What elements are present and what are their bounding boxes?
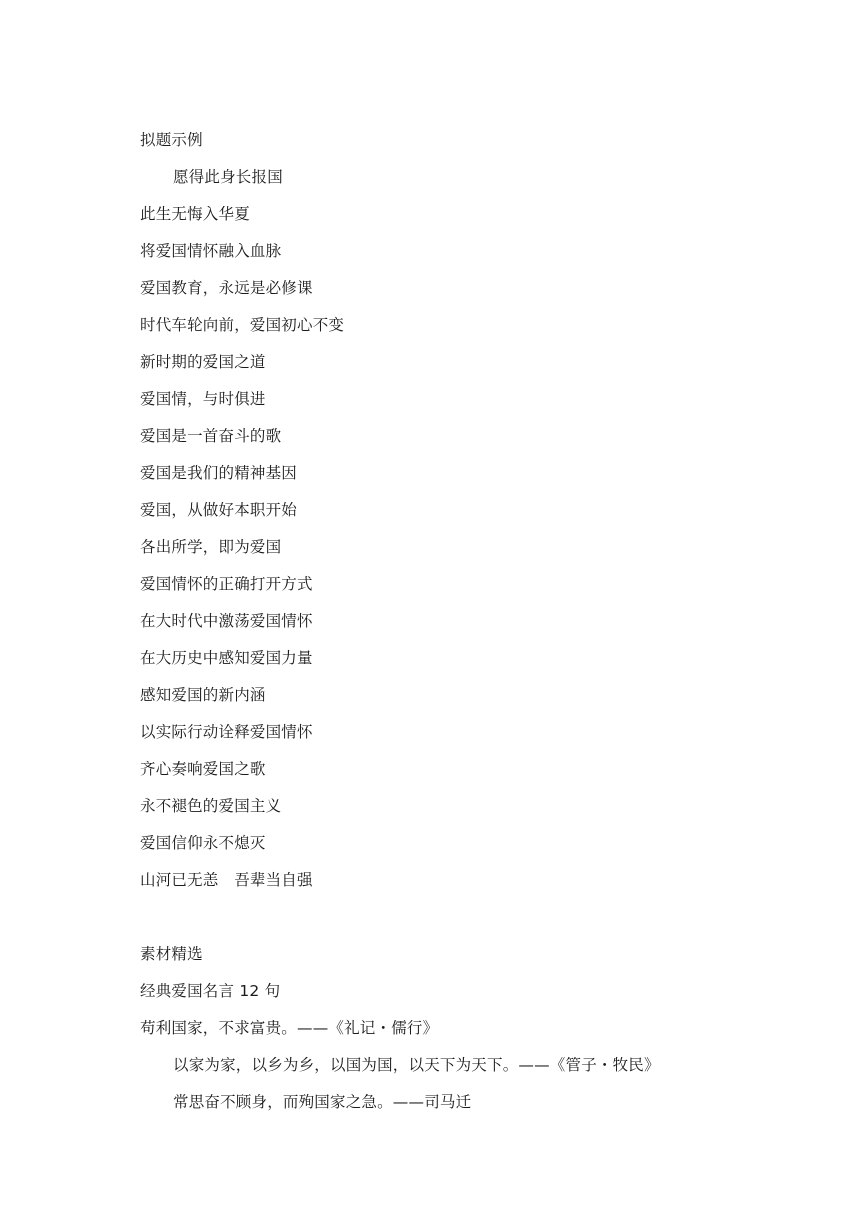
title-example: 愿得此身长报国 bbox=[173, 168, 283, 186]
section-heading-materials: 素材精选 bbox=[140, 945, 203, 963]
title-example: 齐心奏响爱国之歌 bbox=[140, 760, 266, 778]
title-example: 爱国是一首奋斗的歌 bbox=[140, 427, 282, 445]
title-example: 爱国教育，永远是必修课 bbox=[140, 279, 313, 297]
title-example: 爱国情怀的正确打开方式 bbox=[140, 575, 313, 593]
title-example: 以实际行动诠释爱国情怀 bbox=[140, 723, 313, 741]
title-example: 各出所学，即为爱国 bbox=[140, 538, 282, 556]
title-example: 在大时代中激荡爱国情怀 bbox=[140, 612, 313, 630]
title-example: 爱国情，与时俱进 bbox=[140, 390, 266, 408]
quote-line: 常思奋不顾身，而殉国家之急。——司马迁 bbox=[173, 1093, 472, 1111]
title-example: 山河已无恙 吾辈当自强 bbox=[140, 871, 313, 889]
title-example: 此生无悔入华夏 bbox=[140, 205, 250, 223]
title-example: 将爱国情怀融入血脉 bbox=[140, 242, 282, 260]
title-example: 永不褪色的爱国主义 bbox=[140, 797, 282, 815]
title-example: 在大历史中感知爱国力量 bbox=[140, 649, 313, 667]
quote-line: 以家为家，以乡为乡，以国为国，以天下为天下。——《管子・牧民》 bbox=[173, 1056, 660, 1074]
title-example: 爱国是我们的精神基因 bbox=[140, 464, 298, 482]
title-example: 新时期的爱国之道 bbox=[140, 353, 266, 371]
quotes-heading: 经典爱国名言 12 句 bbox=[140, 982, 281, 1000]
document-content bbox=[140, 128, 780, 1127]
title-example: 时代车轮向前，爱国初心不变 bbox=[140, 316, 345, 334]
section-heading-title-examples: 拟题示例 bbox=[140, 131, 203, 149]
quote-line: 苟利国家，不求富贵。——《礼记・儒行》 bbox=[140, 1019, 439, 1037]
section-spacer bbox=[140, 905, 780, 942]
title-example: 感知爱国的新内涵 bbox=[140, 686, 266, 704]
title-example: 爱国信仰永不熄灭 bbox=[140, 834, 266, 852]
title-example: 爱国，从做好本职开始 bbox=[140, 501, 298, 519]
